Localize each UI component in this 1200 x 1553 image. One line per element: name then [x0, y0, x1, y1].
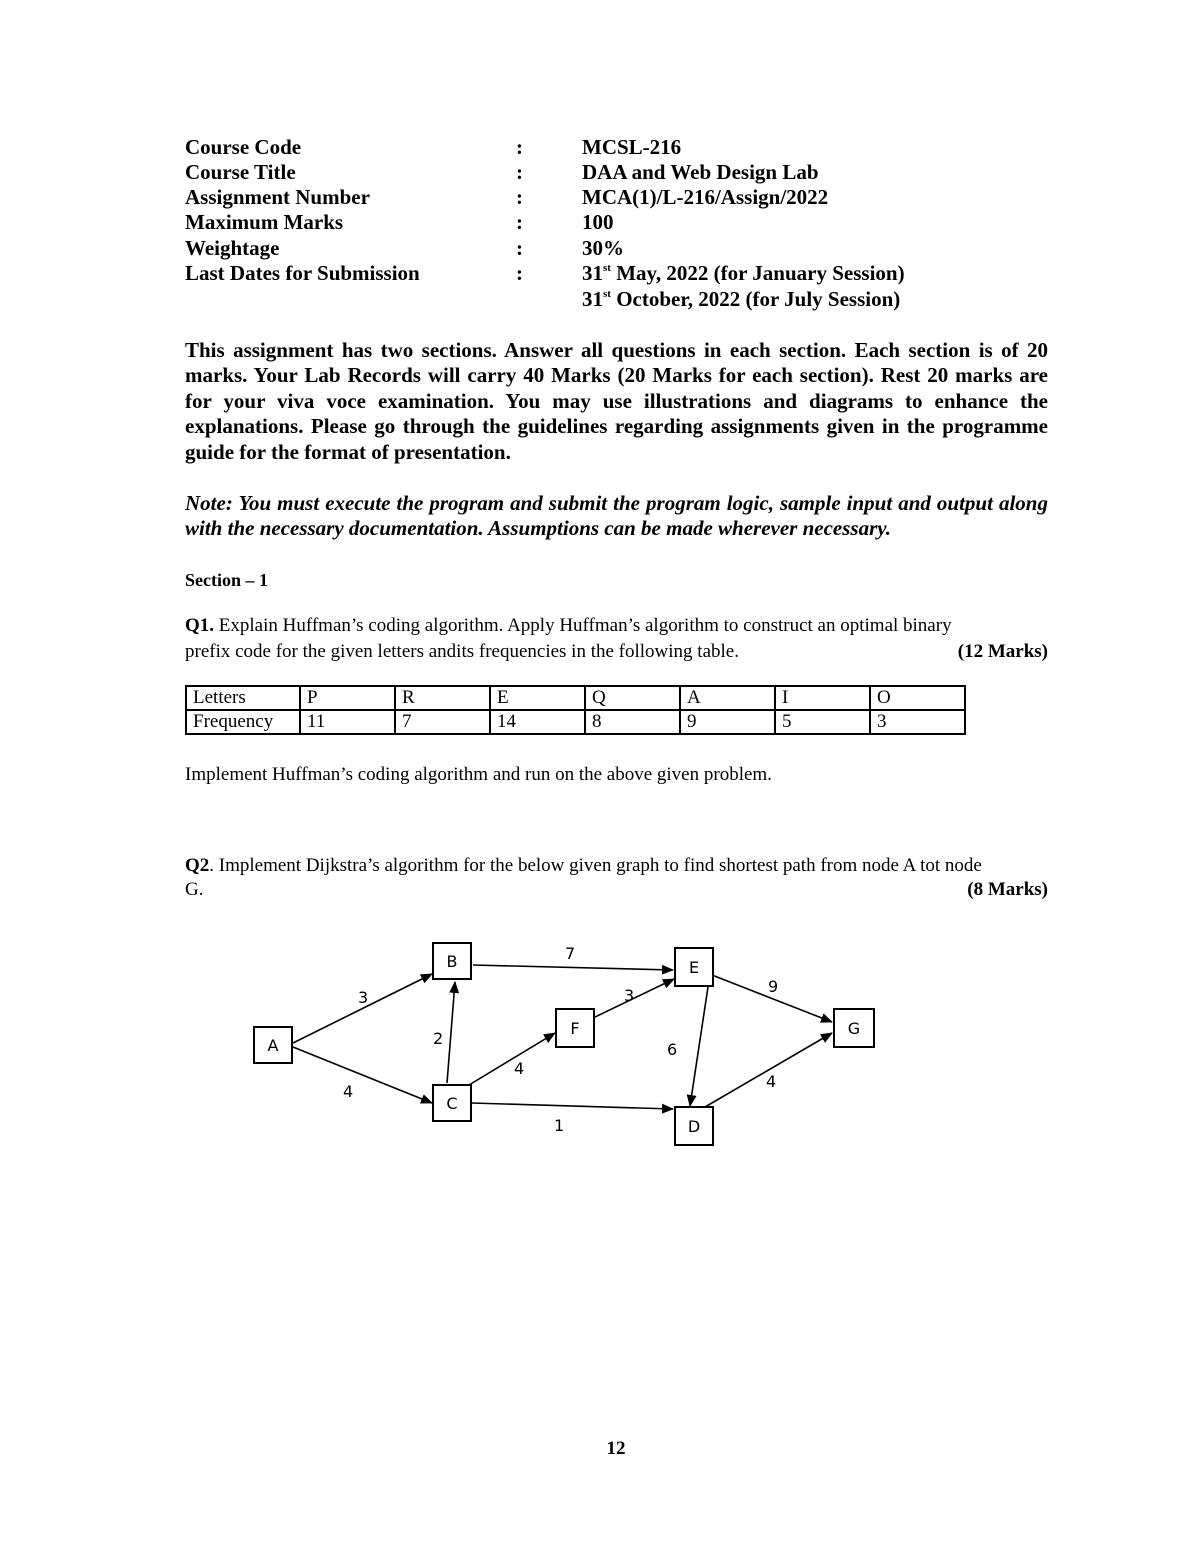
- edge-weight-label: 2: [433, 1029, 444, 1048]
- info-label: Course Code: [185, 135, 302, 159]
- graph-node-b: [433, 943, 471, 979]
- q1-marks: (12 Marks): [957, 641, 1048, 662]
- info-value: DAA and Web Design Lab: [582, 160, 819, 184]
- info-separator: :: [516, 160, 523, 184]
- edge-a-b: [293, 974, 432, 1043]
- table-cell: I: [775, 686, 870, 710]
- svg-text:E: E: [688, 958, 700, 977]
- graph-node-d: [675, 1107, 713, 1145]
- table-cell: 5: [775, 710, 870, 734]
- page-number: 12: [606, 1438, 626, 1459]
- q2-number: Q2: [185, 855, 210, 876]
- svg-text:F: F: [570, 1019, 580, 1038]
- svg-text:G: G: [847, 1019, 861, 1038]
- table-cell: 9: [680, 710, 775, 734]
- edge-weight-label: 4: [343, 1082, 354, 1101]
- edge-c-b: [447, 982, 455, 1083]
- table-cell: Q: [585, 686, 680, 710]
- svg-text:D: D: [687, 1117, 701, 1136]
- table-cell: 7: [395, 710, 490, 734]
- table-cell: 14: [490, 710, 585, 734]
- q1-number: Q1.: [185, 615, 215, 636]
- edge-weight-label: 4: [766, 1072, 777, 1091]
- svg-text:A: A: [267, 1036, 279, 1055]
- table-cell: O: [870, 686, 965, 710]
- edge-d-g: [705, 1033, 832, 1107]
- edge-weight-label: 6: [667, 1040, 678, 1059]
- info-separator: :: [516, 185, 523, 209]
- info-value: 31st May, 2022 (for January Session): [582, 261, 905, 285]
- table-cell: 11: [300, 710, 395, 734]
- graph-node-g: [834, 1009, 874, 1047]
- info-label: Last Dates for Submission: [185, 261, 420, 285]
- info-value: 100: [582, 210, 614, 234]
- info-value: MCA(1)/L-216/Assign/2022: [582, 185, 829, 209]
- info-value: 30%: [582, 236, 624, 260]
- assignment-intro-paragraph: This assignment has two sections. Answer all questions in each section. Each section is of 20 marks. Your Lab Records will carry 40 Marks (20 Marks for each section). Rest 20 marks are for your viva voce examination. You may use illustrations and diagrams to enhance the explanations. Please go through the guidelines regarding assignments given in the programme guide for the format of presentation.: [185, 338, 1048, 464]
- svg-text:C: C: [446, 1094, 458, 1113]
- edge-b-e: [473, 965, 673, 970]
- edge-weight-label: 4: [514, 1059, 525, 1078]
- info-separator: :: [516, 210, 523, 234]
- info-separator: :: [516, 135, 523, 159]
- q2-text-cont: G.: [185, 879, 204, 900]
- edge-weight-label: 9: [768, 977, 779, 996]
- q2-marks: (8 Marks): [967, 879, 1048, 900]
- edge-weight-label: 7: [565, 944, 576, 963]
- info-label: Course Title: [185, 160, 296, 184]
- q2-text: . Implement Dijkstra’s algorithm for the below given graph to find shortest path from node A tot node: [209, 855, 982, 876]
- edge-weight-label: 3: [624, 986, 635, 1005]
- info-value: MCSL-216: [582, 135, 682, 159]
- edge-weight-label: 3: [358, 988, 369, 1007]
- edge-c-d: [471, 1103, 673, 1109]
- edge-weight-label: 1: [554, 1116, 565, 1135]
- info-label: Maximum Marks: [185, 210, 344, 234]
- q1-text-cont: prefix code for the given letters andits frequencies in the following table.: [185, 641, 739, 662]
- table-cell: 8: [585, 710, 680, 734]
- table-cell: Letters: [186, 686, 300, 710]
- q1-text: Explain Huffman’s coding algorithm. Apply Huffman’s algorithm to construct an optimal binary: [218, 615, 952, 636]
- table-cell: Frequency: [186, 710, 300, 734]
- info-separator: :: [516, 261, 523, 285]
- edge-c-f: [469, 1033, 555, 1085]
- info-value: 31st October, 2022 (for July Session): [582, 287, 901, 311]
- edge-e-d: [690, 987, 708, 1106]
- section-heading: Section – 1: [185, 570, 268, 590]
- graph-node-f: [556, 1009, 594, 1047]
- table-cell: R: [395, 686, 490, 710]
- graph-node-a: [254, 1027, 292, 1063]
- info-label: Weightage: [185, 236, 280, 260]
- q1-followup: Implement Huffman’s coding algorithm and run on the above given problem.: [185, 764, 772, 785]
- edge-a-c: [293, 1047, 432, 1103]
- table-cell: P: [300, 686, 395, 710]
- table-cell: A: [680, 686, 775, 710]
- table-cell: E: [490, 686, 585, 710]
- note-paragraph: Note: You must execute the program and submit the program logic, sample input and output along with the necessary documentation. Assumptions can be made wherever necessary.: [185, 491, 1048, 541]
- graph-node-e: [675, 948, 713, 986]
- info-label: Assignment Number: [185, 185, 370, 209]
- graph-node-c: [433, 1085, 471, 1121]
- info-separator: :: [516, 236, 523, 260]
- table-cell: 3: [870, 710, 965, 734]
- svg-text:B: B: [446, 952, 458, 971]
